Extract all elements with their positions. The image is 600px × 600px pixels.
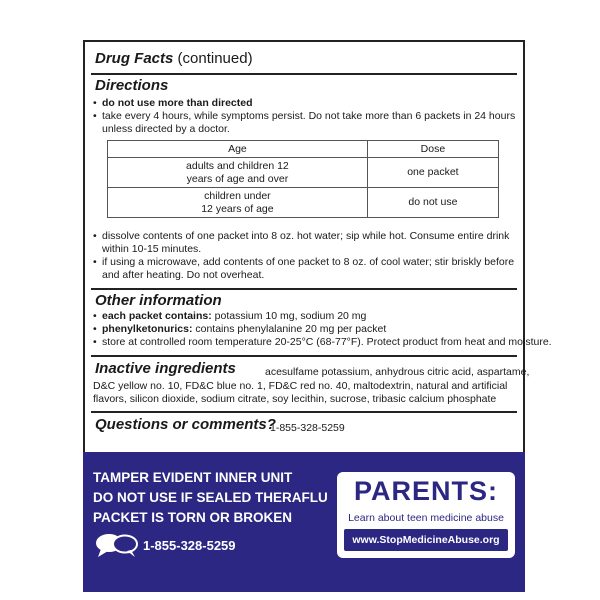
directions-bullet-cont: within 10-15 minutes. (102, 243, 202, 255)
divider (91, 411, 517, 413)
speech-bubbles-icon (95, 532, 139, 558)
directions-bullet-cont: and after heating. Do not overheat. (102, 269, 265, 281)
divider (91, 355, 517, 357)
inactive-text: D&C yellow no. 10, FD&C blue no. 1, FD&C red no. 40, maltodextrin, natural and artificial (93, 380, 508, 392)
inactive-text: acesulfame potassium, anhydrous citric acid, aspartame, (265, 366, 530, 378)
table-row: children under 12 years of age do not use (108, 188, 499, 218)
table-header-dose: Dose (367, 141, 498, 158)
divider (91, 288, 517, 290)
tamper-panel (83, 452, 525, 592)
directions-bullet: • take every 4 hours, while symptoms persist. Do not take more than 6 packets in 24 hours (93, 110, 516, 122)
parents-title: PARENTS: (353, 476, 498, 506)
questions-phone: 1-855-328-5259 (270, 422, 345, 434)
other-info-heading: Other information (95, 292, 222, 309)
parents-subtitle: Learn about teen medicine abuse (348, 512, 504, 524)
drug-facts-title: Drug Facts (continued) (95, 50, 253, 67)
inactive-text: flavors, silicon dioxide, sodium citrate, soy lecithin, sucrose, tribasic calcium phosphate (93, 393, 497, 405)
directions-heading: Directions (95, 77, 169, 94)
dosage-table (107, 140, 499, 218)
phone-number: 1-855-328-5259 (143, 538, 236, 553)
inactive-heading: Inactive ingredients (95, 360, 236, 377)
other-info-item: • phenylketonurics: contains phenylalanine 20 mg per packet (93, 323, 387, 335)
parents-url-link[interactable]: www.StopMedicineAbuse.org (344, 529, 508, 551)
divider (91, 73, 517, 75)
directions-bullet: • if using a microwave, add contents of one packet to 8 oz. of cool water; stir briskly before (93, 256, 515, 268)
table-header-age: Age (108, 141, 368, 158)
directions-bullet: • dissolve contents of one packet into 8 oz. hot water; sip while hot. Consume entire drink (93, 230, 510, 242)
parents-callout (337, 472, 515, 558)
directions-bullet: • do not use more than directed (93, 97, 253, 109)
drug-facts-panel (83, 40, 552, 592)
directions-bullet-cont: unless directed by a doctor. (102, 123, 230, 135)
table-row: adults and children 12 years of age and over one packet (108, 158, 499, 188)
other-info-item: • each packet contains: potassium 10 mg, sodium 20 mg (93, 310, 367, 322)
questions-heading: Questions or comments? (95, 416, 276, 433)
tamper-warning: TAMPER EVIDENT INNER UNIT DO NOT USE IF SEALED THERAFLU PACKET IS TORN OR BROKEN (93, 470, 328, 525)
other-info-item: • store at controlled room temperature 20-25°C (68-77°F). Protect product from heat and moisture. (93, 336, 552, 348)
drug-facts-box (83, 40, 552, 452)
